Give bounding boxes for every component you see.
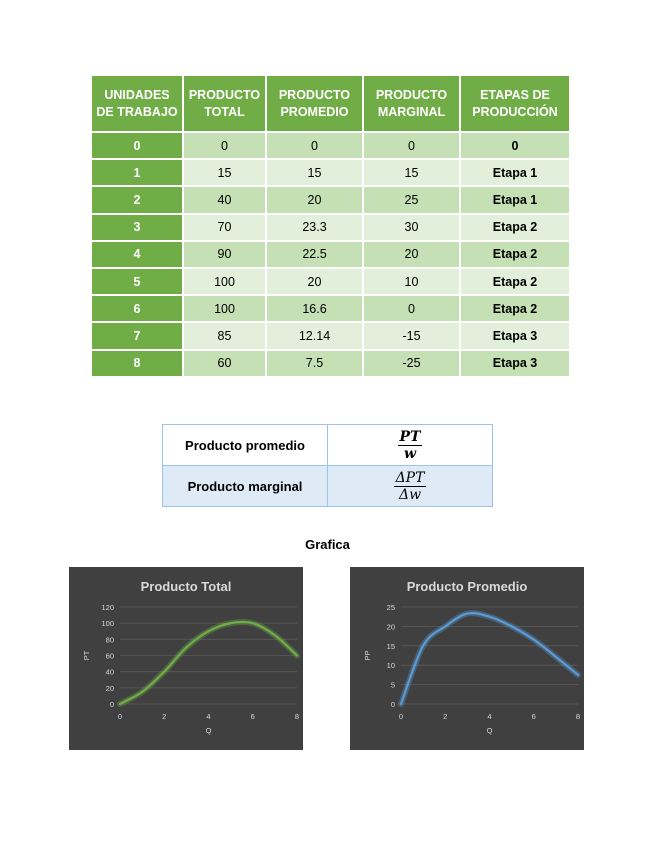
cell-producto-promedio: 15: [266, 159, 363, 186]
cell-producto-promedio: 16.6: [266, 295, 363, 322]
cell-producto-marginal: 25: [363, 186, 460, 213]
y-axis-label: PP: [363, 650, 372, 661]
average-product-chart: [350, 567, 584, 750]
cell-producto-promedio: 20: [266, 268, 363, 295]
table-row: [92, 322, 569, 349]
production-table: [92, 76, 569, 376]
table-body: [92, 132, 569, 376]
cell-etapa: Etapa 3: [460, 350, 569, 376]
cell-unidades: 8: [92, 350, 183, 376]
x-tick-label: 0: [117, 712, 123, 721]
cell-etapa: Etapa 2: [460, 295, 569, 322]
cell-producto-promedio: 0: [266, 132, 363, 159]
table-row: [92, 241, 569, 268]
y-tick-label: 40: [105, 667, 114, 677]
formula-table: [162, 424, 493, 507]
header-producto-total: PRODUCTO TOTAL: [183, 76, 266, 132]
cell-producto-promedio: 22.5: [266, 241, 363, 268]
y-tick-label: 100: [101, 619, 114, 629]
table-row: [92, 295, 569, 322]
y-tick-label: 60: [105, 651, 114, 661]
header-producto-marginal: PRODUCTO MARGINAL: [363, 76, 460, 132]
marginal-formula-denominator: Δw: [398, 486, 422, 503]
y-tick-label: 15: [386, 641, 395, 651]
cell-etapa: Etapa 3: [460, 322, 569, 349]
x-axis-label: Q: [205, 726, 212, 735]
x-tick-label: 2: [162, 712, 167, 721]
y-tick-label: 0: [390, 700, 395, 709]
cell-producto-total: 60: [183, 350, 266, 376]
cell-unidades: 0: [92, 132, 183, 159]
x-tick-label: 6: [250, 712, 255, 721]
cell-unidades: 7: [92, 322, 183, 349]
header-unidades: UNIDADES DE TRABAJO: [92, 76, 183, 132]
cell-unidades: 2: [92, 186, 183, 213]
y-tick-label: 20: [105, 683, 114, 693]
y-tick-label: 10: [386, 661, 395, 671]
y-tick-label: 0: [109, 700, 114, 709]
formula-row-average: [163, 425, 493, 466]
table-row: [92, 132, 569, 159]
chart-title: Producto Total: [140, 579, 232, 594]
cell-etapa: Etapa 2: [460, 214, 569, 241]
section-title: Grafica: [305, 537, 350, 552]
y-tick-label: 80: [105, 635, 114, 645]
average-product-label: Producto promedio: [163, 425, 328, 466]
cell-producto-total: 0: [183, 132, 266, 159]
total-product-chart-svg: [69, 567, 303, 750]
cell-producto-marginal: 15: [363, 159, 460, 186]
cell-etapa: Etapa 1: [460, 186, 569, 213]
y-tick-label: 5: [390, 680, 395, 690]
cell-producto-promedio: 20: [266, 186, 363, 213]
cell-producto-total: 85: [183, 322, 266, 349]
y-axis-label: PT: [82, 650, 91, 661]
x-tick-label: 8: [294, 712, 300, 721]
table-header-row: [92, 76, 569, 132]
cell-producto-marginal: -15: [363, 322, 460, 349]
header-producto-promedio: PRODUCTO PROMEDIO: [266, 76, 363, 132]
table-row: [92, 186, 569, 213]
cell-producto-total: 90: [183, 241, 266, 268]
cell-producto-total: 15: [183, 159, 266, 186]
cell-producto-marginal: 10: [363, 268, 460, 295]
cell-producto-marginal: 30: [363, 214, 460, 241]
table-row: [92, 268, 569, 295]
cell-unidades: 4: [92, 241, 183, 268]
y-tick-label: 25: [386, 603, 395, 612]
x-tick-label: 0: [398, 712, 404, 721]
cell-producto-total: 40: [183, 186, 266, 213]
formula-row-marginal: [163, 466, 493, 507]
x-tick-label: 8: [575, 712, 581, 721]
x-tick-label: 6: [531, 712, 536, 721]
x-tick-label: 4: [487, 712, 492, 721]
x-tick-label: 2: [443, 712, 448, 721]
header-etapas: ETAPAS DE PRODUCCIÓN: [460, 76, 569, 132]
series-line-glow: [120, 622, 297, 704]
cell-unidades: 6: [92, 295, 183, 322]
x-axis-label: Q: [486, 726, 493, 735]
chart-title: Producto Promedio: [406, 579, 528, 594]
average-product-chart-svg: [350, 567, 584, 750]
average-formula-denominator: w: [403, 445, 417, 462]
y-tick-label: 20: [386, 622, 395, 632]
average-product-formula: [328, 425, 493, 466]
cell-etapa: 0: [460, 132, 569, 159]
cell-producto-marginal: 0: [363, 295, 460, 322]
cell-etapa: Etapa 2: [460, 241, 569, 268]
y-tick-label: 120: [101, 603, 114, 612]
cell-producto-promedio: 7.5: [266, 350, 363, 376]
cell-producto-promedio: 23.3: [266, 214, 363, 241]
average-formula-numerator: PT: [399, 428, 421, 445]
cell-etapa: Etapa 1: [460, 159, 569, 186]
cell-producto-marginal: 0: [363, 132, 460, 159]
marginal-product-formula: [328, 466, 493, 507]
cell-producto-total: 100: [183, 295, 266, 322]
cell-producto-promedio: 12.14: [266, 322, 363, 349]
x-tick-label: 4: [206, 712, 211, 721]
table-row: [92, 214, 569, 241]
cell-producto-total: 100: [183, 268, 266, 295]
cell-producto-marginal: -25: [363, 350, 460, 376]
marginal-product-label: Producto marginal: [163, 466, 328, 507]
cell-unidades: 1: [92, 159, 183, 186]
cell-unidades: 5: [92, 268, 183, 295]
marginal-formula-numerator: ΔPT: [395, 469, 425, 486]
table-row: [92, 159, 569, 186]
cell-producto-total: 70: [183, 214, 266, 241]
cell-etapa: Etapa 2: [460, 268, 569, 295]
cell-unidades: 3: [92, 214, 183, 241]
cell-producto-marginal: 20: [363, 241, 460, 268]
total-product-chart: [69, 567, 303, 750]
table-row: [92, 350, 569, 376]
